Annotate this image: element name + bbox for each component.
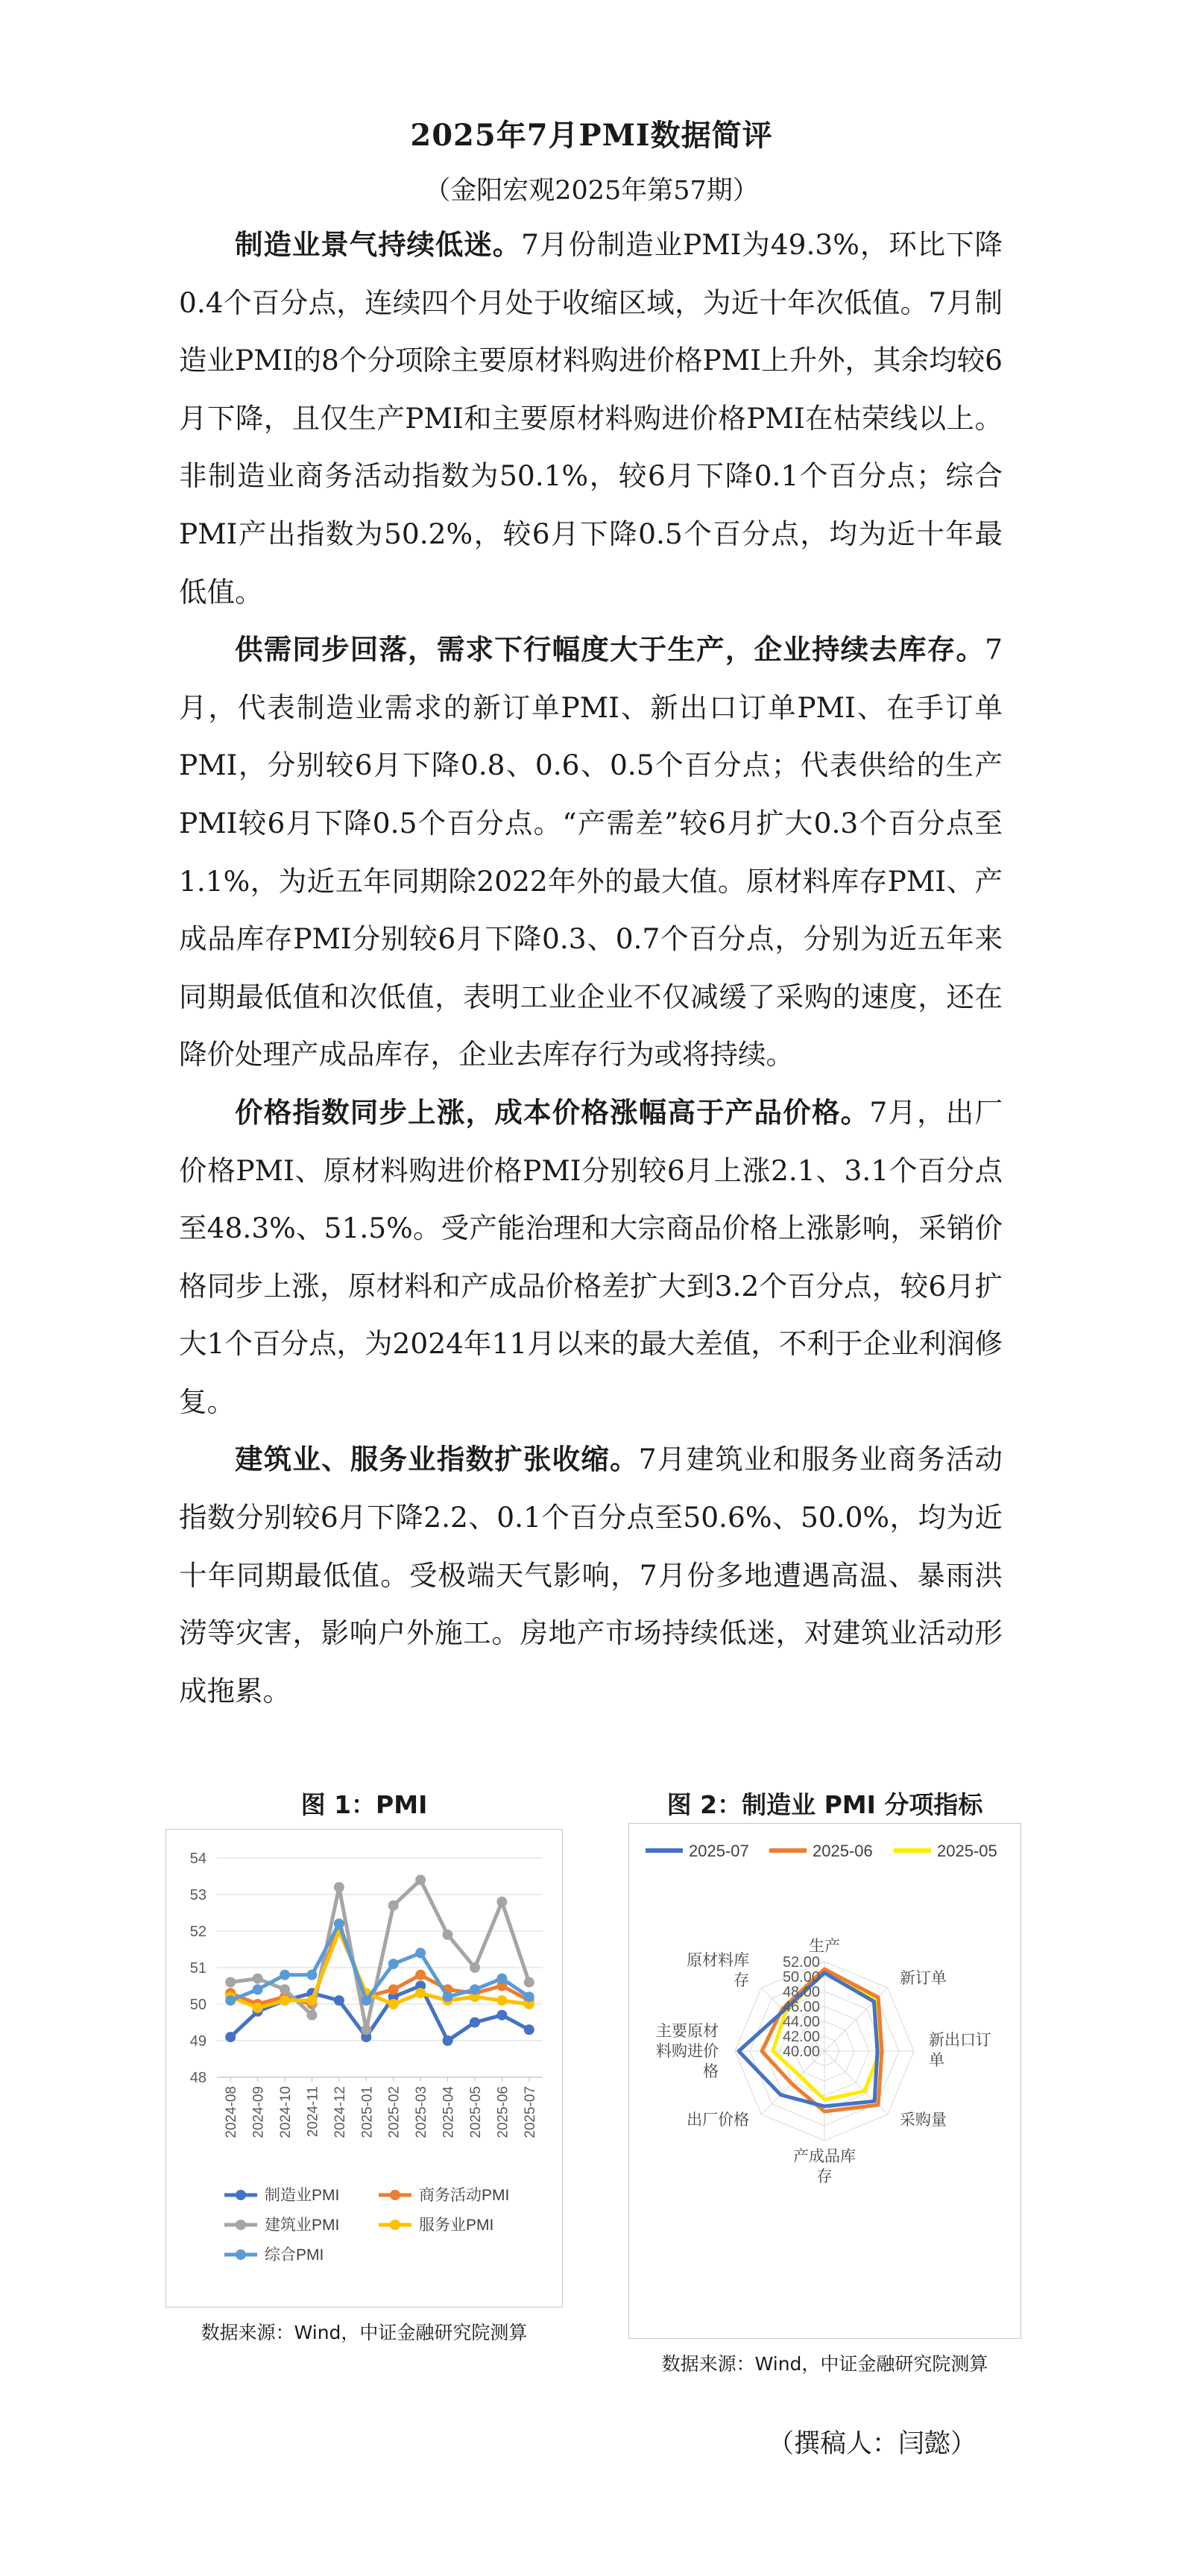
category-label-line: 存: [816, 2168, 833, 2185]
legend-label: 建筑业PMI: [265, 2217, 340, 2234]
data-point: [443, 1930, 453, 1940]
category-label: [656, 2023, 719, 2080]
legend-label: 服务业PMI: [419, 2217, 494, 2234]
data-point: [470, 2018, 480, 2028]
legend-marker: [390, 2190, 400, 2200]
legend-marker: [236, 2190, 246, 2200]
figure-2-frame: [628, 1823, 1021, 2339]
data-point: [225, 1995, 236, 2006]
category-label: [687, 2111, 749, 2129]
y-tick-label: 53: [189, 1887, 206, 1903]
radial-tick-label: 50.00: [782, 1969, 820, 1985]
category-label-line: 料购进价: [656, 2043, 719, 2060]
data-point: [361, 2024, 371, 2035]
figure-2-source: 数据来源：Wind，中证金融研究院测算: [661, 2353, 988, 2375]
data-point: [253, 1984, 263, 1994]
data-point: [524, 1977, 534, 1988]
data-point: [415, 1970, 426, 1980]
legend-marker: [236, 2249, 246, 2260]
category-label: [687, 1952, 749, 1989]
data-point: [306, 2010, 317, 2021]
legend-label: 2025-06: [813, 1842, 873, 1860]
data-point: [253, 1974, 263, 1984]
legend-label: 制造业PMI: [265, 2187, 340, 2204]
radial-tick-label: 44.00: [782, 2014, 820, 2030]
data-point: [388, 1900, 399, 1911]
legend-marker: [390, 2220, 400, 2230]
paragraph-text: 7月建筑业和服务业商务活动指数分别较6月下降2.2、0.1个百分点至50.6%、50.0%，均为近十年同期最低值。受极端天气影响，7月份多地遭遇高温、暴雨洪涝等灾害，影响户外施工。房地产市场持续低迷，对建筑业活动形成拖累。: [179, 1443, 1003, 1707]
y-tick-label: 50: [189, 1997, 206, 2013]
category-label-line: 单: [929, 2052, 944, 2069]
paragraph-manufacturing: [179, 216, 1003, 621]
x-tick-label: 2025-07: [522, 2086, 538, 2138]
data-point: [415, 1988, 426, 1998]
paragraph-text: 7月，代表制造业需求的新订单PMI、新出口订单PMI、在手订单PMI，分别较6月下降0.8、0.6、0.5个百分点；代表供给的生产PMI较6月下降0.5个百分点。“产需差”较6月扩大0.3个百分点至1.1%，为近五年同期除2022年外的最大值。原材料库存PMI、产成品库存PMI分别较6月下降0.3、0.7个百分点，分别为近五年来同期最低值和次低值，表明工业企业不仅减缓了采购的速度，还在降价处理产成品库存，企业去库存行为或将持续。: [179, 633, 1003, 1071]
figure-1-title: 图 1：PMI: [300, 1790, 428, 1819]
legend-label: 商务活动PMI: [419, 2187, 510, 2204]
data-point: [496, 2010, 507, 2021]
data-point: [306, 1970, 317, 1980]
paragraph-lead: 建筑业、服务业指数扩张收缩。: [235, 1443, 639, 1476]
data-point: [361, 1995, 371, 2006]
y-tick-label: 49: [189, 2033, 206, 2050]
radial-tick-label: 46.00: [782, 1999, 820, 2015]
x-tick-label: 2024-08: [224, 2086, 240, 2138]
data-point: [334, 1918, 344, 1929]
x-tick-label: 2025-05: [467, 2086, 484, 2138]
data-point: [388, 1999, 399, 2009]
data-point: [225, 2032, 236, 2042]
radial-tick-label: 42.00: [782, 2029, 820, 2045]
paragraph-text: 7月份制造业PMI为49.3%，环比下降0.4个百分点，连续四个月处于收缩区域，为近十年次低值。7月制造业PMI的8个分项除主要原材料购进价格PMI上升外，其余均较6月下降，且仅生产PMI和主要原材料购进价格PMI在枯荣线以上。非制造业商务活动指数为50.1%，较6月下降0.1个百分点；综合PMI产出指数为50.2%，较6月下降0.5个百分点，均为近十年最低值。: [179, 228, 1003, 608]
paragraph-supply-demand: [179, 621, 1003, 1084]
data-point: [524, 1991, 534, 2002]
legend-marker: [236, 2220, 246, 2230]
series-line: [230, 1880, 529, 2029]
category-label: [929, 2032, 991, 2069]
data-point: [253, 2003, 263, 2013]
document-title: 2025年7月PMI数据简评: [410, 118, 773, 153]
figure-1-source: 数据来源：Wind，中证金融研究院测算: [201, 2322, 528, 2343]
x-tick-label: 2025-01: [359, 2086, 376, 2138]
paragraph-prices: [179, 1084, 1003, 1432]
data-point: [388, 1984, 399, 1994]
category-label: [900, 2111, 947, 2129]
category-label-line: 采购量: [899, 2111, 947, 2129]
data-point: [496, 1974, 507, 1984]
y-tick-label: 52: [189, 1924, 206, 1940]
data-point: [280, 1970, 290, 1980]
legend-label: 综合PMI: [265, 2246, 324, 2264]
figure-1-frame: [165, 1829, 563, 2308]
data-point: [524, 2024, 534, 2035]
category-label-line: 新订单: [899, 1970, 947, 1988]
x-tick-label: 2025-04: [441, 2086, 457, 2138]
paragraph-lead: 供需同步回落，需求下行幅度大于生产，企业持续去库存。: [235, 633, 985, 667]
paragraph-construction-services: [179, 1431, 1003, 1720]
category-label: [809, 1938, 840, 1955]
category-label-line: 格: [703, 2063, 719, 2080]
data-point: [280, 1995, 290, 2006]
figure-2-title: 图 2：制造业 PMI 分项指标: [666, 1790, 983, 1819]
paragraph-text: 7月，出厂价格PMI、原材料购进价格PMI分别较6月上涨2.1、3.1个百分点至48.3%、51.5%。受产能治理和大宗商品价格上涨影响，采销价格同步上涨，原材料和产成品价格差扩大到3.2个百分点，较6月扩大1个百分点，为2024年11月以来的最大差值，不利于企业利润修复。: [179, 1095, 1003, 1418]
data-point: [496, 1995, 507, 2006]
pmi-line-chart: [166, 1830, 561, 2305]
paragraph-lead: 制造业景气持续低迷。: [235, 228, 522, 261]
legend-label: 2025-07: [689, 1842, 749, 1860]
author-credit: （撰稿人：闫懿）: [768, 2429, 977, 2459]
radial-tick-label: 52.00: [782, 1954, 820, 1971]
x-tick-label: 2024-11: [305, 2086, 321, 2138]
document-body: [179, 216, 1003, 1720]
x-tick-label: 2025-02: [386, 2086, 403, 2138]
data-point: [470, 1962, 480, 1973]
category-label-line: 存: [734, 1972, 750, 1990]
x-tick-label: 2024-09: [250, 2086, 267, 2138]
x-tick-label: 2024-12: [332, 2086, 348, 2138]
figure-2: [628, 1786, 1021, 2376]
category-label-line: 主要原材: [656, 2023, 719, 2040]
category-label: [900, 1970, 947, 1987]
y-tick-label: 51: [189, 1960, 206, 1977]
category-label-line: 出厂价格: [687, 2111, 750, 2129]
category-label-line: 新出口订: [929, 2032, 991, 2049]
pmi-radar-chart: [629, 1824, 1020, 2337]
data-point: [280, 1984, 290, 1994]
data-point: [306, 1995, 317, 2006]
data-point: [496, 1897, 507, 1907]
data-point: [334, 1882, 344, 1892]
paragraph-lead: 价格指数同步上涨，成本价格涨幅高于产品价格。: [235, 1095, 870, 1129]
radial-tick-label: 40.00: [782, 2044, 820, 2060]
radial-tick-label: 48.00: [782, 1984, 820, 2000]
data-point: [443, 2035, 453, 2046]
figure-1: [165, 1786, 563, 2345]
data-point: [334, 1995, 344, 2006]
data-point: [443, 1991, 453, 2002]
data-point: [415, 1947, 426, 1958]
category-label-line: 产成品库: [793, 2148, 856, 2165]
data-point: [470, 1984, 480, 1994]
category-label-line: 生产: [809, 1938, 840, 1955]
x-tick-label: 2024-10: [278, 2086, 294, 2138]
x-tick-label: 2025-03: [414, 2086, 430, 2138]
category-label-line: 原材料库: [687, 1952, 750, 1970]
legend-label: 2025-05: [937, 1842, 997, 1860]
y-tick-label: 54: [189, 1851, 206, 1867]
category-label: [793, 2148, 856, 2185]
data-point: [225, 1977, 236, 1988]
document-subtitle: （金阳宏观2025年第57期）: [424, 176, 759, 206]
x-tick-label: 2025-06: [495, 2086, 511, 2138]
y-tick-label: 48: [189, 2070, 206, 2086]
data-point: [388, 1959, 399, 1969]
data-point: [415, 1874, 426, 1885]
